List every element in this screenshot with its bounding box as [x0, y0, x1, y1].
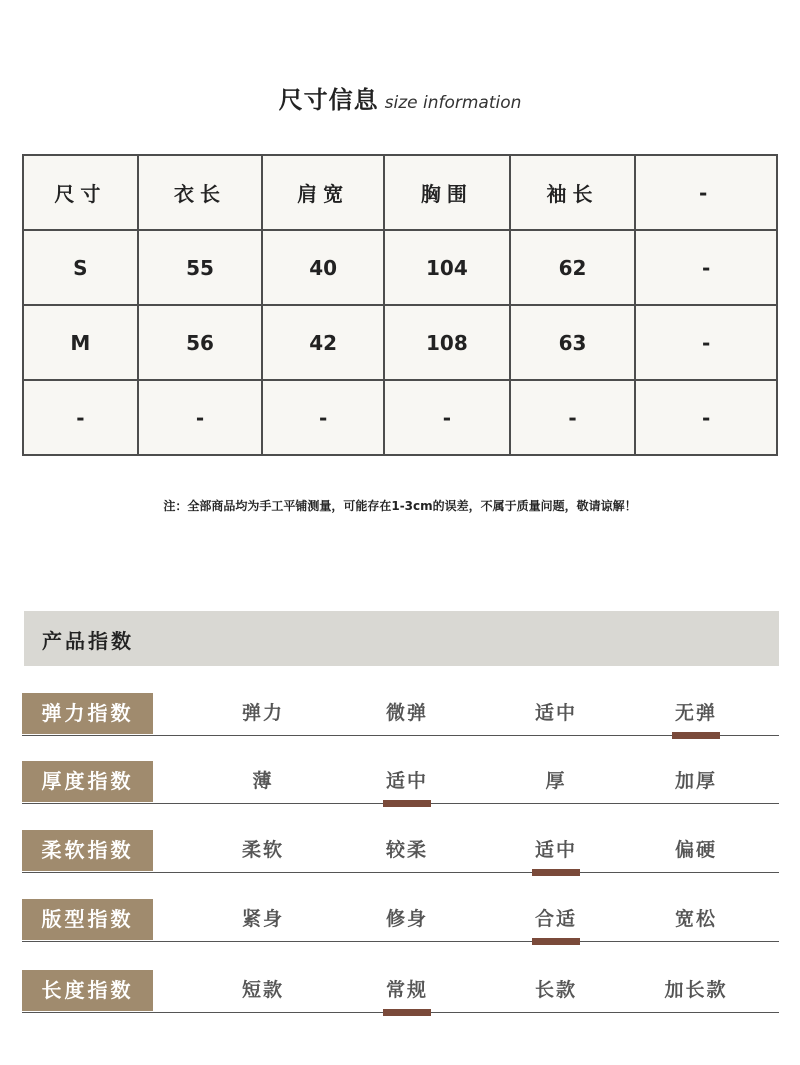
table-cell: - [635, 305, 777, 380]
index-option [501, 970, 611, 1011]
title-en: size information [384, 93, 522, 113]
option-label: 加长款 [664, 979, 728, 1001]
index-option [208, 761, 318, 802]
index-label: 长度指数 [22, 970, 153, 1011]
index-option [501, 830, 611, 871]
option-label: 修身 [385, 908, 428, 930]
index-option [352, 830, 462, 871]
option-label: 适中 [385, 770, 428, 792]
option-label: 紧身 [241, 908, 284, 930]
table-cell: - [262, 380, 384, 455]
option-label: 微弹 [385, 702, 428, 724]
option-label: 适中 [534, 702, 577, 724]
index-label: 版型指数 [22, 899, 153, 940]
table-cell: 56 [138, 305, 263, 380]
title-cn: 尺寸信息 [278, 86, 379, 114]
table-cell: - [510, 380, 636, 455]
option-label: 合适 [534, 908, 577, 930]
index-row-thickness [22, 761, 779, 804]
option-label: 长款 [534, 979, 577, 1001]
measurement-note: 注：全部商品均为手工平铺测量，可能存在1-3cm的误差，不属于质量问题，敬请谅解！ [163, 499, 637, 513]
option-label: 弹力 [241, 702, 284, 724]
selected-marker [383, 800, 431, 807]
table-cell: - [635, 230, 777, 305]
size-table [22, 154, 778, 456]
index-label: 柔软指数 [22, 830, 153, 871]
option-label: 短款 [241, 979, 284, 1001]
table-cell: 55 [138, 230, 263, 305]
index-row-softness [22, 830, 779, 873]
table-cell: - [384, 380, 510, 455]
table-cell: S [23, 230, 138, 305]
index-option [352, 761, 462, 802]
index-option [501, 693, 611, 734]
selected-marker [532, 869, 580, 876]
table-cell: - [138, 380, 263, 455]
option-label: 较柔 [385, 839, 428, 861]
header-cell: - [635, 155, 777, 230]
table-cell: 108 [384, 305, 510, 380]
size-table-header-row [23, 155, 777, 230]
index-option [208, 899, 318, 940]
table-cell: 42 [262, 305, 384, 380]
index-label: 厚度指数 [22, 761, 153, 802]
option-label: 偏硬 [674, 839, 717, 861]
index-option [352, 693, 462, 734]
selected-marker [383, 1009, 431, 1016]
option-label: 常规 [385, 979, 428, 1001]
option-label: 柔软 [241, 839, 284, 861]
header-cell: 肩宽 [262, 155, 384, 230]
index-option [208, 970, 318, 1011]
table-cell: - [23, 380, 138, 455]
index-option [641, 899, 751, 940]
table-cell: M [23, 305, 138, 380]
index-option [352, 899, 462, 940]
header-cell: 衣长 [138, 155, 263, 230]
product-index-title: 产品指数 [42, 629, 134, 653]
index-option [641, 830, 751, 871]
size-info-title [0, 80, 800, 115]
header-cell: 胸围 [384, 155, 510, 230]
header-cell: 袖长 [510, 155, 636, 230]
option-label: 薄 [252, 770, 274, 792]
index-option [352, 970, 462, 1011]
index-row-elasticity [22, 693, 779, 736]
index-option [641, 693, 751, 734]
selected-marker [672, 732, 720, 739]
index-option [208, 830, 318, 871]
option-label: 无弹 [674, 702, 717, 724]
option-label: 厚 [545, 770, 567, 792]
table-cell: 104 [384, 230, 510, 305]
table-cell: 40 [262, 230, 384, 305]
table-row [23, 230, 777, 305]
option-label: 适中 [534, 839, 577, 861]
index-option [641, 761, 751, 802]
table-cell: - [635, 380, 777, 455]
option-label: 宽松 [674, 908, 717, 930]
table-row [23, 380, 777, 455]
index-option [501, 899, 611, 940]
index-label: 弹力指数 [22, 693, 153, 734]
index-option [208, 693, 318, 734]
header-cell: 尺寸 [23, 155, 138, 230]
index-row-fit [22, 899, 779, 942]
table-cell: 62 [510, 230, 636, 305]
selected-marker [532, 938, 580, 945]
option-label: 加厚 [674, 770, 717, 792]
product-index-header [24, 611, 779, 666]
index-row-length [22, 970, 779, 1013]
table-row [23, 305, 777, 380]
table-cell: 63 [510, 305, 636, 380]
index-option [501, 761, 611, 802]
index-option [641, 970, 751, 1011]
